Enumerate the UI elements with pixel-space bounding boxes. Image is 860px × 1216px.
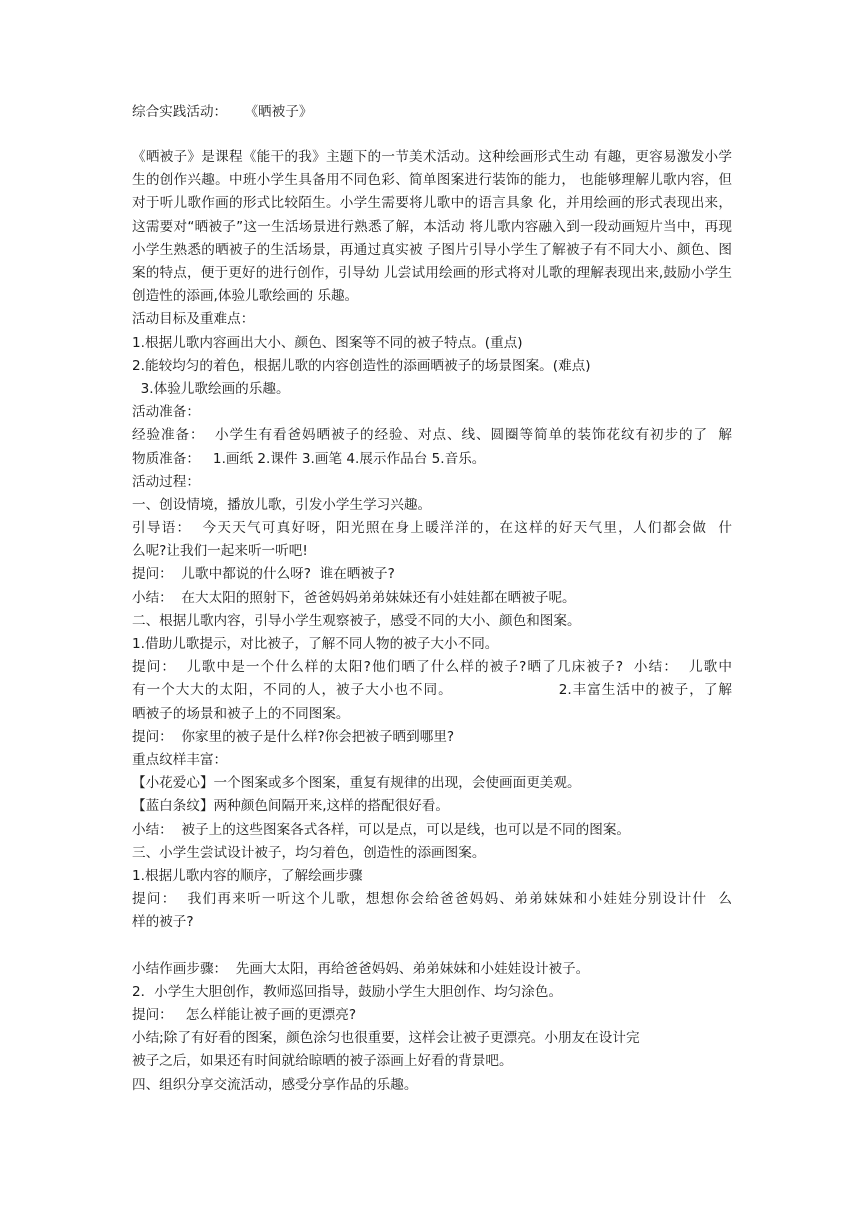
document-page	[132, 100, 732, 1097]
text-line: 么呢?让我们一起来听一听吧!	[132, 543, 308, 560]
text-line: 晒被子的场景和被子上的不同图案。	[132, 705, 350, 722]
text-line: 重点纹样丰富：	[132, 751, 228, 768]
text-line: 提问： 我们再来听一听这个儿歌，想想你会给爸爸妈妈、弟弟妹妹和小娃娃分别设计什 么	[132, 891, 733, 908]
text-line: 样的被子?	[132, 914, 194, 931]
text-line: 提问： 儿歌中都说的什么呀? 谁在晒被子?	[132, 566, 395, 583]
text-line: 提问： 你家里的被子是什么样?你会把被子晒到哪里?	[132, 728, 455, 745]
goal-item-1: 1.根据儿歌内容画出大小、颜色、图案等不同的被子特点。(重点)	[132, 334, 523, 351]
text-line: 提问： 儿歌中是一个什么样的太阳?他们晒了什么样的被子?晒了几床被子? 小结： 儿歌中	[132, 659, 732, 676]
text-line: 1.根据儿歌内容的顺序，了解绘画步骤	[132, 867, 363, 884]
text-line: 1.借助儿歌提示，对比被子，了解不同人物的被子大小不同。	[132, 636, 499, 653]
intro-paragraph: 《晒被子》是课程《能干的我》主题下的一节美术活动。这种绘画形式生动 有趣，更容易激发小学生的创作兴趣。中班小学生具备用不同色彩、简单图案进行装饰的能力， 也能够理解儿歌内容，但对于听儿歌作画的形式比较陌生。小学生需要将儿歌中的语言具象 化，并用绘画的形式表现出来，这需要对“晒被子”这一生活场景进行熟悉了解，本活动 将儿歌内容融入到一段动画短片当中，再现小学生熟悉的晒被子的生活场景，再通过真实被 子图片引导小学生了解被子有不同大小、颜色、图案的特点，便于更好的进行创作，引导幼 儿尝试用绘画的形式将对儿歌的理解表现出来,鼓励小学生创造性的添画,体验儿歌绘画的 乐趣。	[132, 149, 732, 305]
text-line: 被子之后，如果还有时间就给晾晒的被子添画上好看的背景吧。	[132, 1053, 513, 1070]
text-line: 小结作画步骤： 先画大太阳，再给爸爸妈妈、弟弟妹妹和小娃娃设计被子。	[132, 960, 590, 977]
section-heading-preparation: 活动准备：	[132, 404, 200, 421]
text-line: 【小花爱心】一个图案或多个图案，重复有规律的出现，会使画面更美观。	[132, 775, 581, 792]
text-line: 提问： 怎么样能让被子画的更漂亮?	[132, 1007, 357, 1024]
text-line: 有一个大大的太阳，不同的人，被子大小也不同。 2.丰富生活中的被子，了解	[132, 682, 732, 699]
step-1-heading: 一、创设情境，播放儿歌，引发小学生学习兴趣。	[132, 496, 432, 513]
step-4-heading: 四、组织分享交流活动，感受分享作品的乐趣。	[132, 1076, 418, 1093]
text-line: 2．小学生大胆创作，教师巡回指导，鼓励小学生大胆创作、均匀涂色。	[132, 983, 563, 1000]
text-line: 【蓝白条纹】两种颜色间隔开来,这样的搭配很好看。	[132, 798, 449, 815]
text-line: 小结;除了有好看的图案，颜色涂匀也很重要，这样会让被子更漂亮。小朋友在设计完	[132, 1030, 640, 1047]
material-preparation: 物质准备： 1.画纸 2.课件 3.画笔 4.展示作品台 5.音乐。	[132, 450, 486, 467]
step-3-heading: 三、小学生尝试设计被子，均匀着色，创造性的添画图案。	[132, 844, 486, 861]
section-heading-process: 活动过程：	[132, 473, 200, 490]
document-title: 综合实践活动： 《晒被子》	[132, 104, 313, 120]
text-line: 小结： 被子上的这些图案各式各样，可以是点，可以是线，也可以是不同的图案。	[132, 821, 631, 838]
blank-line	[132, 934, 732, 957]
text-line: 引导语： 今天天气可真好呀，阳光照在身上暖洋洋的，在这样的好天气里，人们都会做 什	[132, 520, 732, 537]
step-2-heading: 二、根据儿歌内容，引导小学生观察被子，感受不同的大小、颜色和图案。	[132, 612, 581, 629]
goal-item-2: 2.能较均匀的着色，根据儿歌的内容创造性的添画晒被子的场景图案。(难点)	[132, 357, 591, 374]
section-heading-goals: 活动目标及重难点：	[132, 311, 255, 328]
text-line: 小结： 在大太阳的照射下，爸爸妈妈弟弟妹妹还有小娃娃都在晒被子呢。	[132, 589, 576, 606]
goal-item-3: 3.体验儿歌绘画的乐趣。	[132, 380, 290, 397]
experience-preparation: 经验准备： 小学生有看爸妈晒被子的经验、对点、线、圆圈等简单的装饰花纹有初步的了 解	[132, 427, 732, 444]
